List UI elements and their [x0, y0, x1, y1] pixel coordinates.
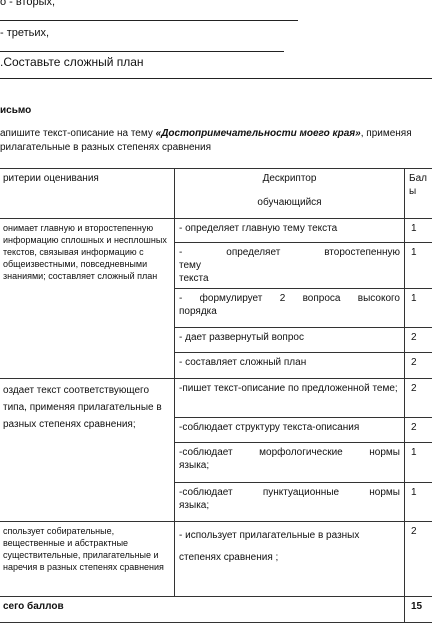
- score-cell: 1: [405, 243, 432, 289]
- score-cell: 1: [405, 219, 432, 243]
- table-row: [0, 522, 432, 597]
- criterion-cell: онимает главную и второстепенную информацию сплошных и несплошных текстов, связывая информацию с общеизвестными, повседневными знаниями; составляет сложный план: [0, 219, 175, 379]
- total-row: [0, 597, 432, 623]
- score-cell: 2: [405, 328, 432, 353]
- descriptor-cell: - формулирует 2 вопроса высокого порядка: [175, 289, 405, 328]
- score-cell: 2: [405, 379, 432, 418]
- section-title: исьмо: [0, 105, 32, 116]
- score-cell: 2: [405, 418, 432, 443]
- answer-line: [0, 78, 432, 79]
- descriptor-cell: -пишет текст-описание по предложенной теме;: [175, 379, 405, 418]
- instruction-line-2: рилагательные в разных степенях сравнения: [0, 142, 212, 153]
- descriptor-cell: -соблюдает пунктуационные нормы языка;: [175, 483, 405, 522]
- descriptor-cell: - использует прилагательные в разных степенях сравнения ;: [175, 522, 405, 597]
- header-descriptor: Дескриптор обучающийся: [175, 169, 405, 219]
- score-cell: 1: [405, 443, 432, 483]
- instruction-theme: «Достопримечательности моего края»: [155, 128, 361, 139]
- table-row: [0, 379, 432, 418]
- score-cell: 1: [405, 289, 432, 328]
- item-third: - третьих,: [0, 27, 50, 39]
- answer-line: [0, 51, 284, 52]
- table-row: [0, 219, 432, 243]
- item-second: о - вторых,: [0, 0, 56, 8]
- descriptor-cell: -соблюдает структуру текста-описания: [175, 418, 405, 443]
- descriptor-cell: -соблюдает морфологические нормы языка;: [175, 443, 405, 483]
- total-label: сего баллов: [0, 597, 405, 623]
- descriptor-cell: - дает развернутый вопрос: [175, 328, 405, 353]
- descriptor-cell: - определяет второстепенную тему текста: [175, 243, 405, 289]
- descriptor-cell: - составляет сложный план: [175, 353, 405, 379]
- criterion-cell: спользует собирательные, вещественные и абстрактные существительные, прилагательные и наречия в разных степенях сравнения: [0, 522, 175, 597]
- assessment-table: [0, 168, 432, 623]
- criterion-cell: оздает текст соответствующего типа, применяя прилагательные в разных степенях сравнения;: [0, 379, 175, 522]
- header-criteria: ритерии оценивания: [0, 169, 175, 219]
- score-cell: 2: [405, 522, 432, 597]
- table-header-row: [0, 169, 432, 219]
- task-plan: .Составьте сложный план: [0, 55, 144, 69]
- score-cell: 2: [405, 353, 432, 379]
- score-cell: 1: [405, 483, 432, 522]
- descriptor-cell: - определяет главную тему текста: [175, 219, 405, 243]
- header-score: Бал ы: [405, 169, 432, 219]
- answer-line: [0, 20, 298, 21]
- total-value: 15: [405, 597, 432, 623]
- instruction-line-1: апишите текст-описание на тему «Достопримечательности моего края», применяя: [0, 128, 412, 139]
